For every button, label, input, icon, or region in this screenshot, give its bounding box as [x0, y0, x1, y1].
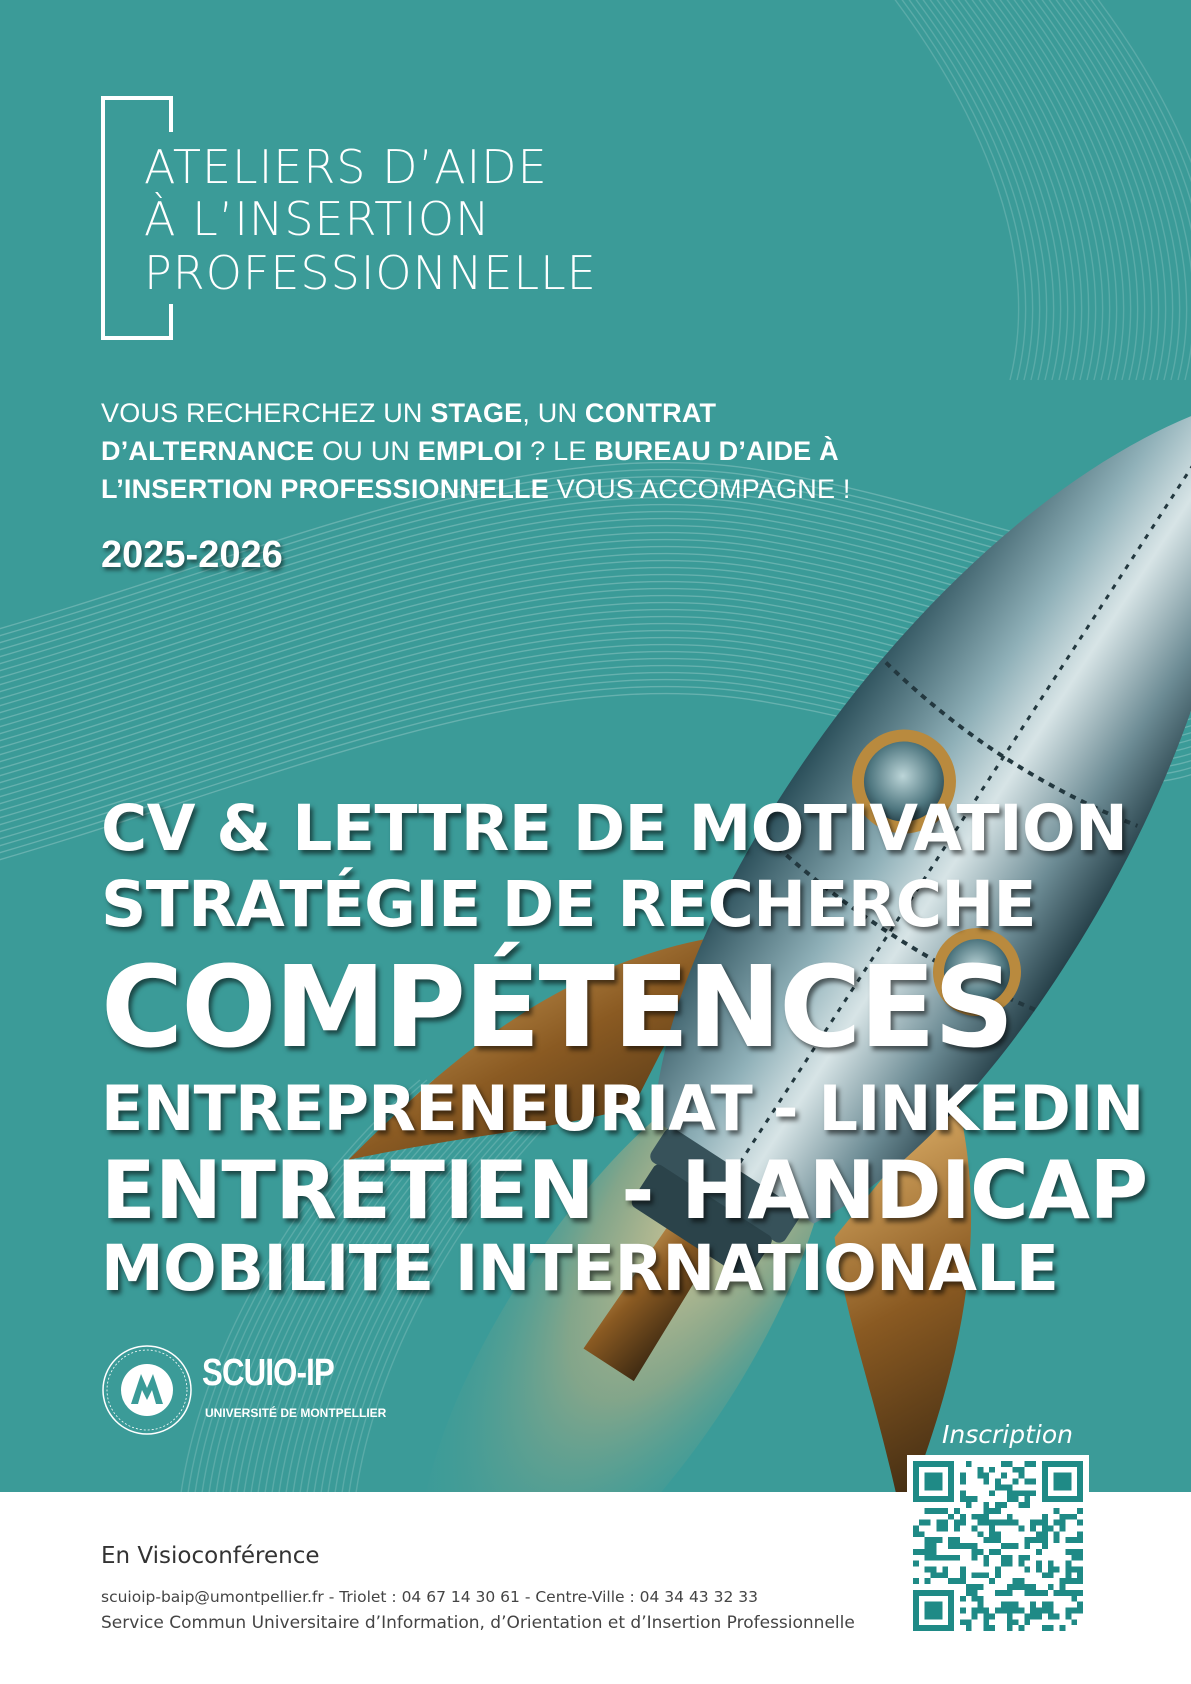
topic-entrepreneuriat-linkedin: ENTREPRENEURIAT - LINKEDIN — [101, 1072, 1144, 1145]
topic-entretien-handicap: ENTRETIEN - HANDICAP — [101, 1144, 1148, 1237]
intro-bold-bureau: BUREAU D’AIDE À L’INSERTION PROFESSIONNELLE — [101, 436, 839, 504]
registration-label: Inscription — [942, 1420, 1073, 1449]
intro-part: OU UN — [314, 436, 418, 466]
logo-name: SCUIO-IP — [202, 1352, 334, 1394]
intro-bold-stage: STAGE — [430, 398, 523, 428]
topic-mobilite: MOBILITE INTERNATIONALE — [101, 1232, 1059, 1305]
title-line-2: À L’INSERTION — [144, 192, 491, 246]
intro-part: ? LE — [522, 436, 595, 466]
intro-part: VOUS ACCOMPAGNE ! — [548, 474, 851, 504]
title-line-1: ATELIERS D’AIDE — [144, 140, 548, 194]
topic-strategie: STRATÉGIE DE RECHERCHE — [101, 868, 1036, 941]
intro-bold-emploi: EMPLOI — [417, 436, 523, 466]
academic-year: 2025-2026 — [101, 534, 283, 576]
footer-mode: En Visioconférence — [101, 1543, 320, 1569]
topic-cv-lettre: CV & LETTRE DE MOTIVATION — [101, 792, 1128, 865]
intro-part: , UN — [522, 398, 585, 428]
topic-competences: COMPÉTENCES — [101, 943, 1013, 1073]
footer-contact: scuioip-baip@umontpellier.fr - Triolet : 04 67 14 30 61 - Centre-Ville : 04 34 43 32 33 — [101, 1588, 758, 1606]
qr-code-icon — [913, 1461, 1083, 1631]
intro-part: VOUS RECHERCHEZ UN — [101, 398, 431, 428]
registration-qr-code[interactable] — [907, 1455, 1089, 1637]
intro-text — [101, 394, 921, 508]
title-line-3: PROFESSIONNELLE — [144, 246, 597, 300]
intro-bold-contrat: CONTRAT D’ALTERNANCE — [101, 398, 717, 466]
university-seal-icon — [101, 1344, 193, 1436]
logo-subtitle: UNIVERSITÉ DE MONTPELLIER — [205, 1406, 387, 1420]
footer-service: Service Commun Universitaire d’Information, d’Orientation et d’Insertion Professionnelle — [101, 1613, 855, 1633]
